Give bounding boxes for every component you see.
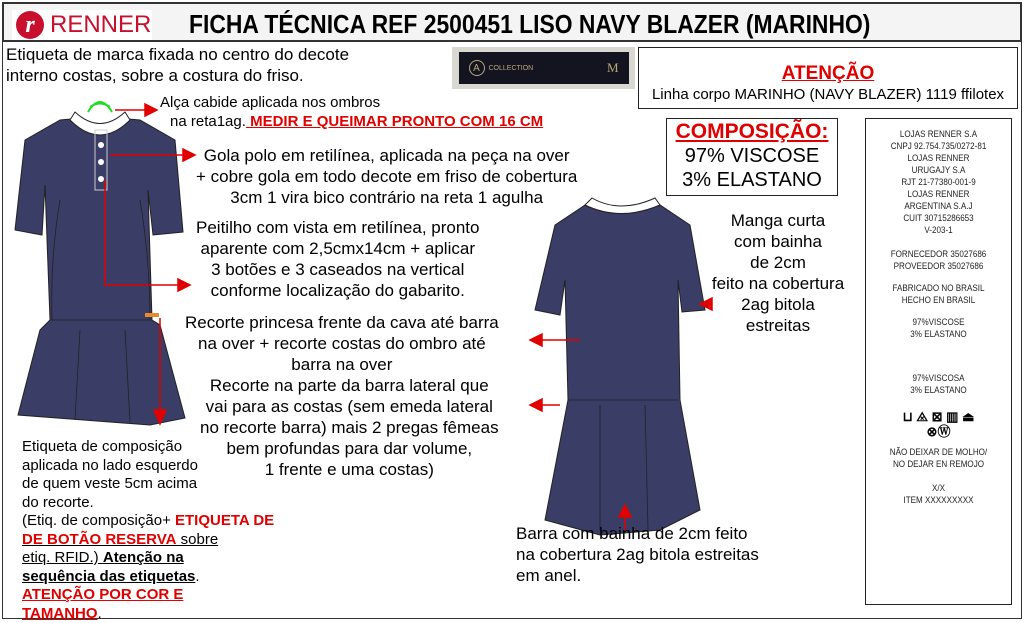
note-warning: ETIQUETA DE [175,512,275,529]
note-line: Peitilho com vista em retilínea, pronto [196,218,480,237]
no-bleach-icon: ⨻ [916,409,928,424]
note-line: Etiqueta de composição [22,438,183,455]
brand-emblem: A [469,60,485,76]
note-line: 3 botões e 3 caseados na vertical [211,260,465,279]
note-line: 1 frente e uma costas) [264,460,434,479]
note-line: conforme localização do gabarito. [210,281,465,300]
hanger-note [160,94,543,131]
hem-note [516,523,759,586]
back-dress [535,198,705,535]
wet-clean-icon: Ⓦ [937,424,951,439]
note-line: 2ag bitola [741,295,815,314]
note-line: Recorte princesa frente da cava até barra [185,313,499,332]
note-line: no recorte barra) mais 2 pregas fêmeas [200,418,499,437]
note-line: vai para as costas (sem emeda lateral [205,397,493,416]
composition-line: 3% ELASTANO [682,169,822,191]
note-line: do recorte. [22,493,94,511]
composition-line: 97% VISCOSE [684,145,820,167]
note-line: barra na over [291,355,393,374]
care-block-item: X/X ITEM XXXXXXXXX [903,483,974,506]
note-line: em anel. [516,566,582,585]
princess-seam-note [185,312,499,375]
note-text: . [97,604,102,622]
composition-label-note [22,438,274,623]
collar-note [196,145,577,208]
note-line: aparente com 2,5cmx14cm + aplicar [200,239,475,258]
care-block-company: LOJAS RENNER S.A CNPJ 92.754.735/0272-81 LOJAS RENNER URUGAJY S.A RJT 21-77380-001-9 LOJAS RENNER ARGENTINA S.A.J CUIT 30715286653 V-203-1 [890,129,987,236]
note-line: bem profundas para dar volume, [226,439,473,458]
note-line: aplicada no lado esquerdo [22,456,198,474]
note-text: (Etiq. de composição+ [22,512,175,529]
attention-title: ATENÇÃO [781,63,875,84]
note-warning: DE BOTÃO RESERVA [22,530,177,548]
note-warning: ATENÇÃO POR COR E [22,586,184,603]
note-emphasis: sequência das etiquetas [22,567,196,585]
sleeve-note [703,210,853,336]
placket-note [196,217,479,301]
note-text: . [195,567,200,585]
no-tumble-dry-icon: ⊠ [931,409,943,424]
note-line: Manga curta [730,211,826,230]
note-line: Gola polo em retilínea, aplicada na peça na over [203,146,570,165]
note-text: sobre [176,530,219,548]
page-title: FICHA TÉCNICA REF 2500451 LISO NAVY BLAZER (MARINHO) [189,9,871,39]
line-dry-icon: ▥ [946,409,959,424]
note-line: Etiqueta de marca fixada no centro do decote [6,45,350,64]
care-block-composition-es: 97%VISCOSA 3% ELASTANO [910,373,967,396]
care-block-composition-pt: 97%VISCOSE 3% ELASTANO [910,317,967,340]
hanger-loop [88,102,112,112]
logo-mark: r [16,11,44,39]
care-block-supplier: FORNECEDOR 35027686 PROVEEDOR 35027686 [890,249,987,272]
iron-low-icon: ⏏ [962,409,975,424]
note-line: estreitas [745,316,811,335]
logo-text: RENNER [50,11,152,38]
note-line: 3cm 1 vira bico contrário na reta 1 agulha [230,188,544,207]
note-line: Recorte na parte da barra lateral que [209,376,489,395]
care-block-origin: FABRICADO NO BRASIL HECHO EN BRASIL [892,283,985,306]
note-line: na reta1ag. [170,112,246,130]
brand-label-text: COLLECTION [488,64,534,72]
note-line: feito na cobertura [711,274,845,293]
note-line: com bainha [734,232,822,251]
note-line: na cobertura 2ag bitola estreitas [516,545,759,564]
attention-text: Linha corpo MARINHO (NAVY BLAZER) 1119 ffilotex [651,86,1005,103]
note-line: + cobre gola em todo decote em friso de cobertura [196,167,578,186]
no-dry-clean-icon: ⊗ [926,424,938,439]
note-line: de quem veste 5cm acima [22,475,198,492]
care-block-soak: NÃO DEIXAR DE MOLHO/ NO DEJAR EN REMOJO [889,447,988,470]
note-line: de 2cm [750,253,806,272]
note-line: Alça cabide aplicada nos ombros [160,94,381,111]
note-line: na over + recorte costas do ombro até [197,334,486,353]
wash-40-icon: ⊔ [902,409,913,424]
note-text: etiq. RFID.) [22,549,103,566]
note-line: interno costas, sobre a costura do friso. [6,66,304,85]
note-line: Barra com bainha de 2cm feito [516,524,748,543]
composition-title: COMPOSIÇÃO: [675,120,829,143]
note-warning: TAMANHO [22,604,98,622]
note-emphasis: Atenção na [102,549,184,566]
hanger-warning: MEDIR E QUEIMAR PRONTO COM 16 CM [245,112,544,130]
brand-label-size: M [606,60,619,75]
